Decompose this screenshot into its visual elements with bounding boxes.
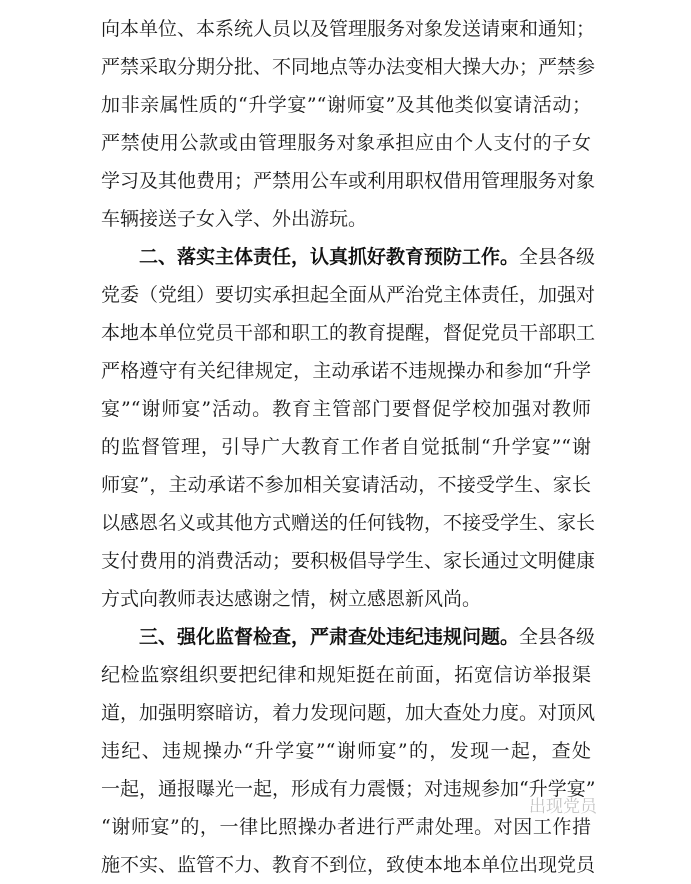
paragraph-line: 严格遵守有关纪律规定，主动承诺不违规操办和参加“升学 [101, 360, 591, 382]
section-3-first-line [101, 618, 596, 656]
paragraph-line: 师宴”，主动承诺不参加相关宴请活动，不接受学生、家长 [101, 474, 591, 496]
paragraph-line: 车辆接送子女入学、外出游玩。 [101, 208, 368, 230]
paragraph-line: 党委（党组）要切实承担起全面从严治党主体责任，加强对 [101, 284, 596, 306]
paragraph-line: 以感恩名义或其他方式赠送的任何钱物，不接受学生、家长 [101, 512, 596, 534]
paragraph-line: 违纪、违规操办“升学宴”“谢师宴”的，发现一起，查处 [101, 740, 591, 762]
paragraph-line: 学习及其他费用；严禁用公车或利用职权借用管理服务对象 [101, 170, 596, 192]
document-body [101, 10, 596, 884]
paragraph-line: 本地本单位党员干部和职工的教育提醒，督促党员干部职工 [101, 322, 596, 344]
paragraph-line: 的监督管理，引导广大教育工作者自觉抵制“升学宴”“谢 [101, 436, 591, 458]
paragraph-line: 向本单位、本系统人员以及管理服务对象发送请柬和通知； [101, 18, 596, 40]
paragraph-line: 加非亲属性质的“升学宴”“谢师宴”及其他类似宴请活动； [101, 94, 591, 116]
paragraph-line: 施不实、监管不力、教育不到位，致使本地本单位出现党员 [101, 854, 596, 876]
section-2-heading-tail: 全县各级 [519, 246, 596, 268]
paragraph-line: 严禁采取分期分批、不同地点等办法变相大操大办；严禁参 [101, 56, 596, 78]
paragraph-line: 方式向教师表达感谢之情，树立感恩新风尚。 [101, 588, 482, 610]
paragraph-line: 支付费用的消费活动；要积极倡导学生、家长通过文明健康 [101, 550, 596, 572]
section-2-heading: 二、落实主体责任，认真抓好教育预防工作。 [139, 246, 520, 268]
section-3-heading: 三、强化监督检查，严肃查处违纪违规问题。 [139, 626, 520, 648]
paragraph-line: 一起，通报曝光一起，形成有力震慑；对违规参加“升学宴” [101, 778, 596, 800]
paragraph-line: 严禁使用公款或由管理服务对象承担应由个人支付的子女 [101, 132, 591, 154]
section-2-first-line [101, 238, 596, 276]
paragraph-line: 道，加强明察暗访，着力发现问题，加大查处力度。对顶风 [101, 702, 596, 724]
paragraph-line: “谢师宴”的，一律比照操办者进行严肃处理。对因工作措 [101, 816, 591, 838]
paragraph-line: 纪检监察组织要把纪律和规矩挺在前面，拓宽信访举报渠 [101, 664, 591, 686]
watermark: 出现党员 [529, 797, 597, 817]
section-3-heading-tail: 全县各级 [519, 626, 596, 648]
paragraph-line: 宴”“谢师宴”活动。教育主管部门要督促学校加强对教师 [101, 398, 591, 420]
